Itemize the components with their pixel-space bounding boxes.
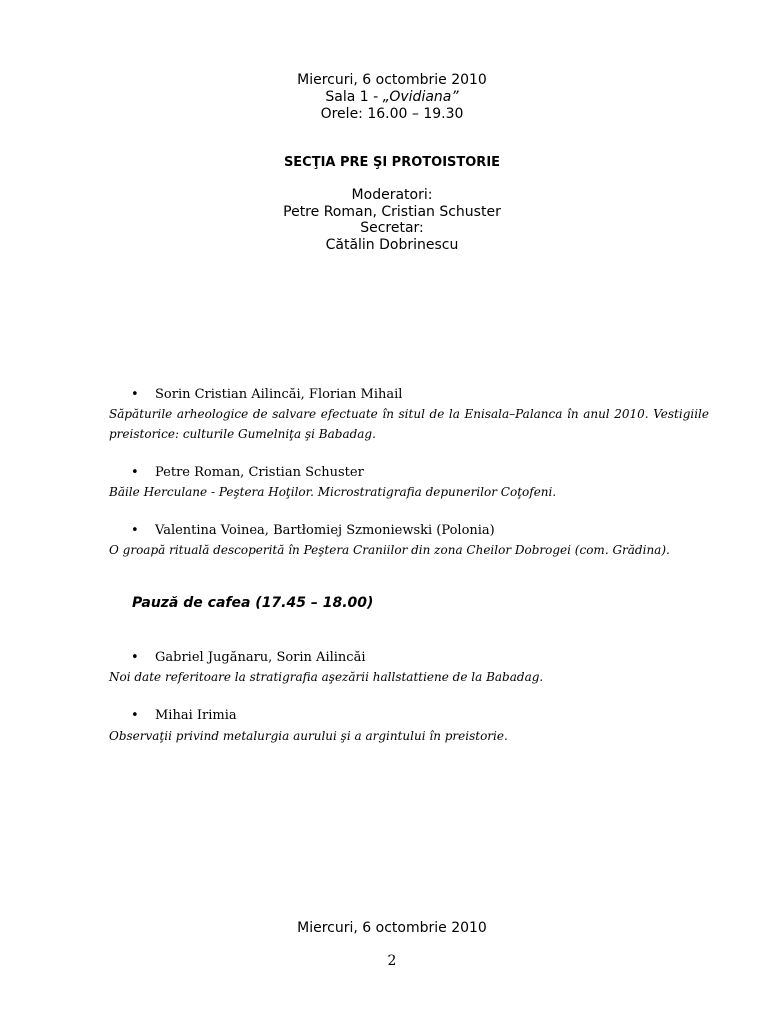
- page-number: 2: [387, 953, 397, 969]
- coffee-break: Pauză de cafea (17.45 – 18.00): [132, 595, 374, 611]
- bullet-icon: •: [131, 650, 139, 665]
- moderators-label: Moderatori:: [351, 187, 433, 203]
- secretary-label: Secretar:: [360, 220, 424, 236]
- bullet-icon: •: [131, 387, 139, 402]
- header-room: [0, 89, 784, 106]
- footer-date: Miercuri, 6 octombrie 2010: [297, 920, 487, 936]
- talk-title: Observaţii privind metalurgia aurului şi a argintului în preistorie.: [109, 729, 508, 743]
- header-hours: Orele: 16.00 – 19.30: [320, 106, 464, 122]
- talk-title: Noi date referitoare la stratigrafia aşezării hallstattiene de la Babadag.: [109, 670, 544, 684]
- talk-title: Săpăturile arheologice de salvare efectuate în situl de la Enisala–Palanca în anul 2010. Vestigiile: [109, 407, 709, 421]
- talk-title-continued: preistorice: culturile Gumelniţa şi Babadag.: [109, 427, 376, 441]
- bullet-icon: •: [131, 523, 139, 538]
- room-name: „Ovidiana”: [382, 89, 459, 105]
- section-title: SECŢIA PRE ŞI PROTOISTORIE: [283, 155, 501, 170]
- talk-title: Băile Herculane - Peştera Hoţilor. Microstratigrafia depunerilor Coţofeni.: [109, 485, 557, 499]
- secretary-name: Cătălin Dobrinescu: [325, 237, 459, 253]
- room-prefix: Sala 1 -: [325, 89, 383, 105]
- bullet-icon: •: [131, 708, 139, 723]
- talk-title: O groapă rituală descoperită în Peştera Craniilor din zona Cheilor Dobrogei (com. Grădina).: [109, 543, 670, 557]
- moderators-names: Petre Roman, Cristian Schuster: [283, 204, 501, 220]
- header-date: Miercuri, 6 octombrie 2010: [297, 72, 487, 88]
- bullet-icon: •: [131, 465, 139, 480]
- document-page: Miercuri, 6 octombrie 2010 Sala 1 - „Ovidiana” Orele: 16.00 – 19.30 SECŢIA PRE ŞI PROTOISTORIE Moderatori: Petre Roman, Cristian Schuster Secretar: Cătălin Dobrinescu • Sorin Cristian Ailincăi, Florian Mihail Săpăturile arheologice de salvare efectuate în situl de la Enisala–Palanca în anul 2010. Vestigiile preistorice: culturile Gumelniţa şi Babadag. • Petre Roman, Cristian Schuster Băile Herculane - Peştera Hoţilor. Microstratigrafia depunerilor Coţofeni. • Valentina Voinea, Bartłomiej Szmoniewski (Polonia) O groapă rituală descoperită în Peştera Craniilor din zona Cheilor Dobrogei (com. Grădina). Pauză de cafea (17.45 – 18.00) • Gabriel Jugănaru, Sorin Ailincăi Noi date referitoare la stratigrafia aşezării hallstattiene de la Babadag. • Mihai Irimia Observaţii privind metalurgia aurului şi a argintului în preistorie. Miercuri, 6 octombrie 2010 2: [0, 0, 784, 1015]
